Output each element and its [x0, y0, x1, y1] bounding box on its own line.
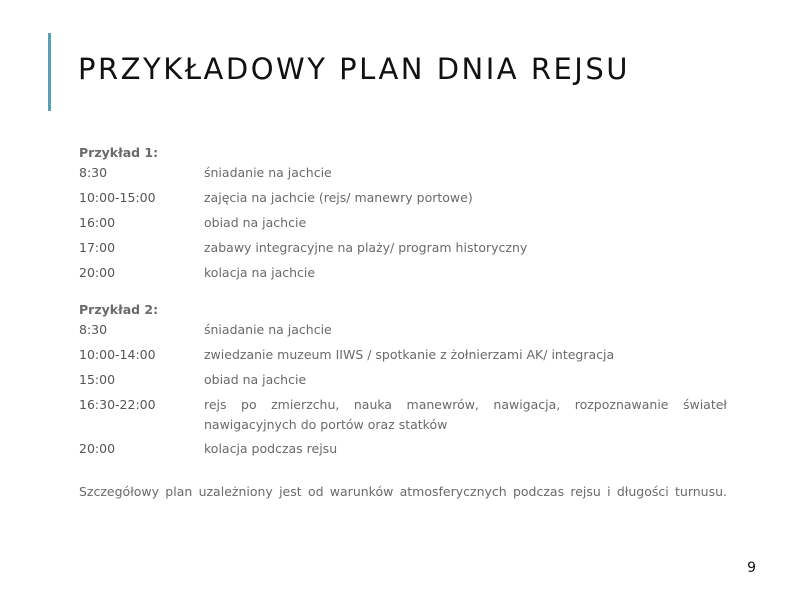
schedule-time: 8:30 — [79, 322, 108, 337]
schedule-row — [79, 163, 727, 188]
schedule-activity: kolacja podczas rejsu — [204, 441, 338, 456]
schedule-row — [79, 263, 727, 288]
schedule-time: 20:00 — [79, 441, 116, 456]
schedule-time: 16:30-22:00 — [79, 397, 156, 412]
page-number: 9 — [747, 560, 756, 576]
schedule-activity: rejs po zmierzchu, nauka manewrów, nawigacja, rozpoznawanie świateł nawigacyjnych do portów oraz statków — [204, 397, 727, 432]
slide-title: PRZYKŁADOWY PLAN DNIA REJSU — [78, 52, 630, 86]
schedule-time: 17:00 — [79, 240, 116, 255]
schedule-time: 20:00 — [79, 265, 116, 280]
schedule-row — [79, 188, 727, 213]
schedule-row — [79, 370, 727, 395]
schedule-row — [79, 320, 727, 345]
schedule-activity: kolacja na jachcie — [204, 265, 316, 280]
schedule-activity: obiad na jachcie — [204, 215, 307, 230]
example-1-heading: Przykład 1: — [79, 145, 159, 160]
schedule-time: 10:00-14:00 — [79, 347, 156, 362]
example-2-heading: Przykład 2: — [79, 302, 159, 317]
schedule-activity: śniadanie na jachcie — [204, 322, 332, 337]
schedule-time: 10:00-15:00 — [79, 190, 156, 205]
section-spacer — [79, 288, 727, 300]
schedule-activity: śniadanie na jachcie — [204, 165, 332, 180]
weather-note: Szczegółowy plan uzależniony jest od warunków atmosferycznych podczas rejsu i długości turnusu. — [79, 484, 727, 499]
schedule-row — [79, 395, 727, 439]
schedule-activity: obiad na jachcie — [204, 372, 307, 387]
schedule-row — [79, 439, 727, 464]
schedule-row — [79, 345, 727, 370]
schedule-activity: zabawy integracyjne na plaży/ program historyczny — [204, 240, 528, 255]
schedule-time: 8:30 — [79, 165, 108, 180]
schedule-activity: zajęcia na jachcie (rejs/ manewry portowe) — [204, 190, 473, 205]
schedule-time: 16:00 — [79, 215, 116, 230]
schedule-time: 15:00 — [79, 372, 116, 387]
example-1-section — [79, 143, 727, 288]
example-2-section — [79, 300, 727, 464]
title-accent-bar — [48, 33, 51, 111]
schedule-row — [79, 238, 727, 263]
schedule-activity: zwiedzanie muzeum IIWS / spotkanie z żołnierzami AK/ integracja — [204, 347, 615, 362]
schedule-row — [79, 213, 727, 238]
slide-content — [79, 143, 727, 502]
